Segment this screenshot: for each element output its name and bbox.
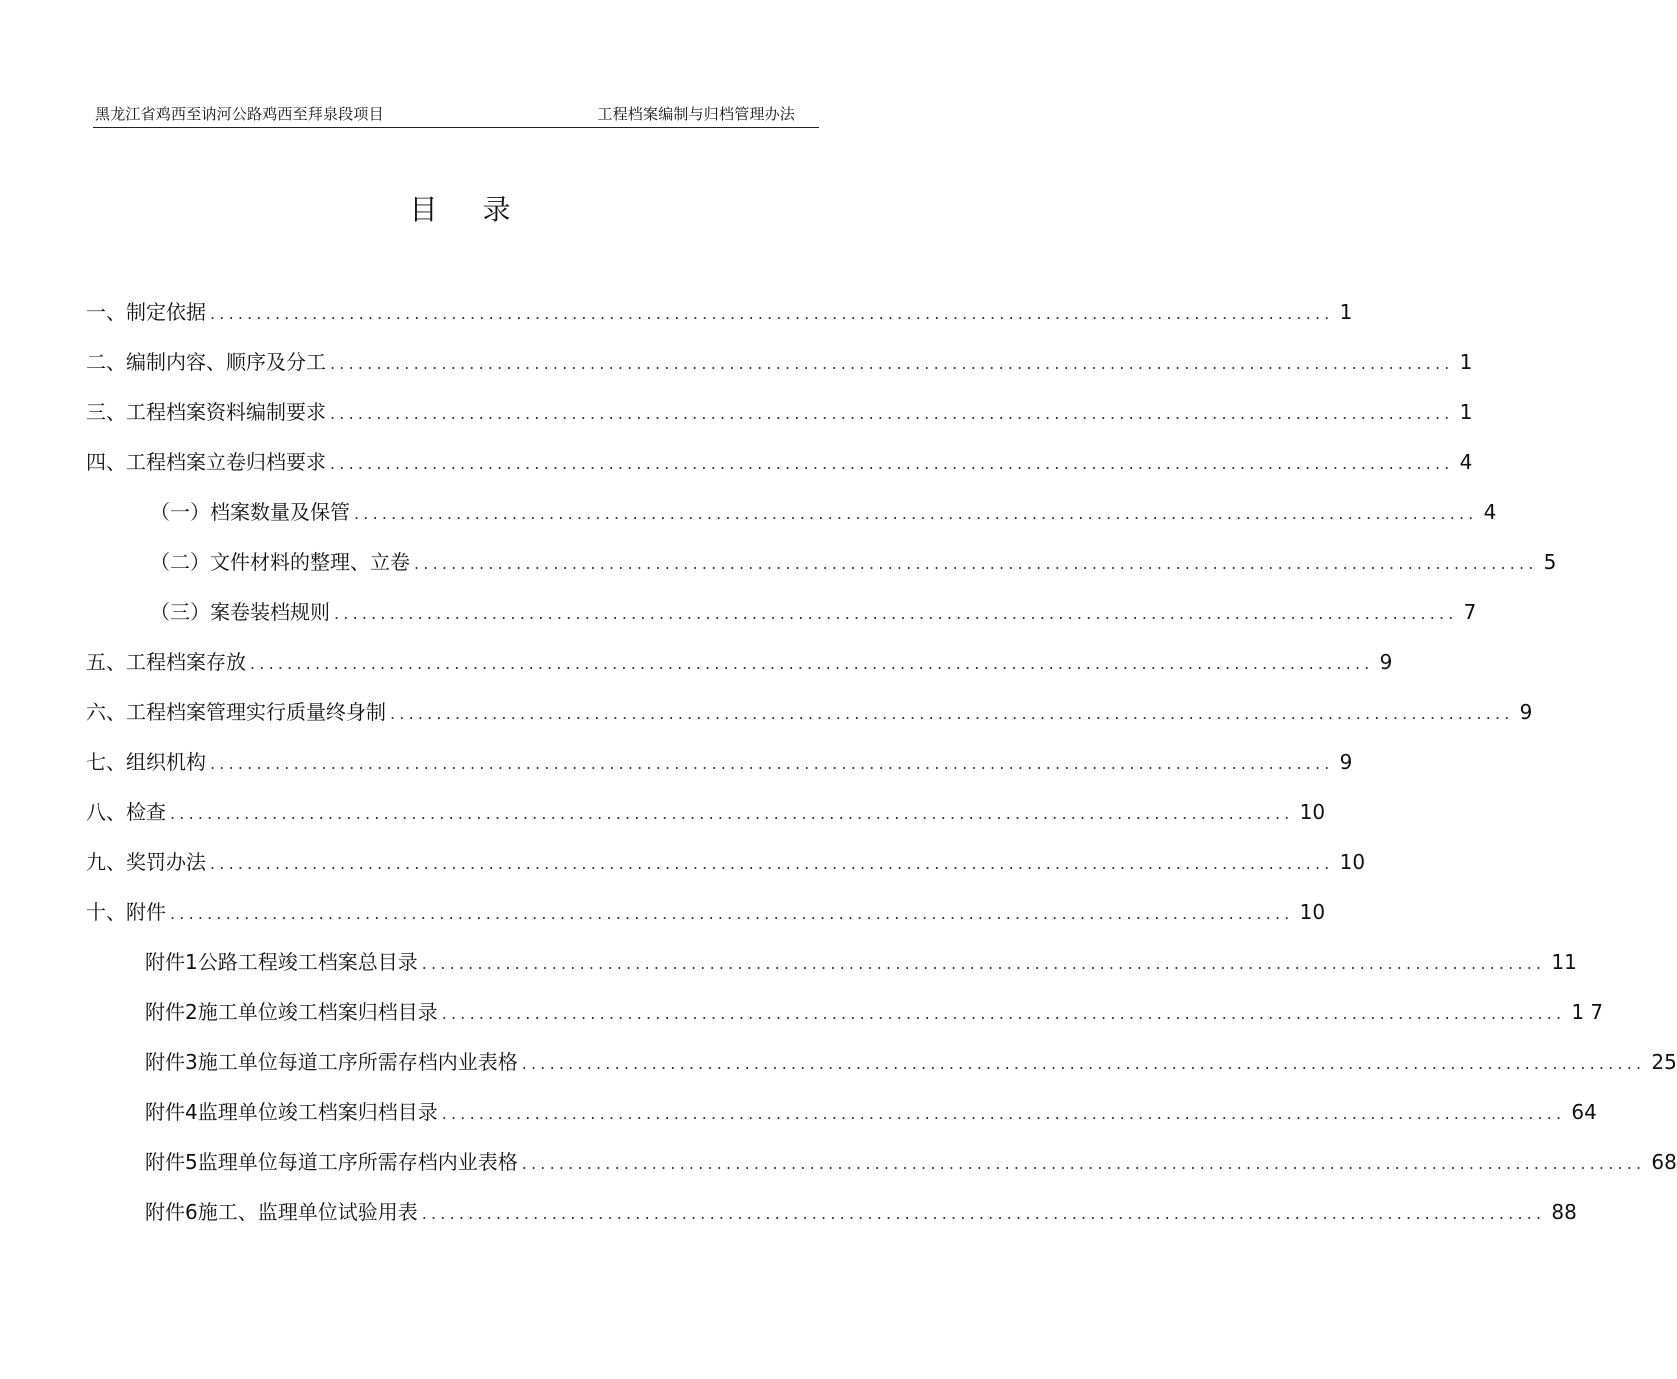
toc-entry-label: 九、奖罚办法 [86, 850, 206, 874]
toc-entry-page: 1 [1459, 350, 1473, 374]
toc-entry-label: 三、工程档案资料编制要求 [86, 400, 326, 424]
toc-entry-page: 68 [1651, 1150, 1677, 1174]
toc-entry-label: 附件3施工单位每道工序所需存档内业表格 [145, 1050, 518, 1074]
dot-leader: ......................................................................................................................... [521, 1154, 1646, 1173]
toc-entry[interactable] [86, 296, 1353, 326]
toc-entry-page: 9 [1339, 750, 1353, 774]
toc-entry-page: 4 [1483, 500, 1497, 524]
dot-leader: ......................................................................................................................... [330, 354, 1454, 373]
toc-entry-label: 一、制定依据 [86, 300, 206, 324]
toc-entry-label: 附件2施工单位竣工档案归档目录 [145, 1000, 438, 1024]
toc-entry-page: 25 [1651, 1050, 1677, 1074]
toc-entry-page: 10 [1299, 800, 1326, 824]
toc-entry-label: 附件6施工、监理单位试验用表 [145, 1200, 418, 1224]
dot-leader: ......................................................................................................................... [390, 704, 1514, 723]
toc-entry[interactable] [86, 396, 1473, 426]
toc-entry-label: （一）档案数量及保管 [150, 500, 350, 524]
toc-entry-label: 八、检查 [86, 800, 166, 824]
toc-entry-page: 88 [1551, 1200, 1577, 1224]
dot-leader: ......................................................................................................................... [170, 904, 1294, 923]
dot-leader: ......................................................................................................................... [421, 1204, 1546, 1223]
toc-entry[interactable] [86, 646, 1393, 676]
dot-leader: ......................................................................................................................... [210, 854, 1334, 873]
toc-entry-page: 10 [1339, 850, 1366, 874]
dot-leader: ......................................................................................................................... [421, 954, 1546, 973]
toc-entry-page: 1 [1339, 300, 1353, 324]
toc-entry-page: 9 [1519, 700, 1533, 724]
dot-leader: ......................................................................................................................... [414, 554, 1538, 573]
toc-entry-page: 9 [1379, 650, 1393, 674]
toc-entry[interactable] [145, 1046, 1677, 1076]
toc-entry[interactable] [150, 546, 1557, 576]
dot-leader: ......................................................................................................................... [250, 654, 1374, 673]
toc-entry-label: 附件4监理单位竣工档案归档目录 [145, 1100, 438, 1124]
toc-entry[interactable] [145, 1146, 1677, 1176]
toc-entry-label: 附件5监理单位每道工序所需存档内业表格 [145, 1150, 518, 1174]
dot-leader: ......................................................................................................................... [441, 1004, 1566, 1023]
toc-entry-page: 10 [1299, 900, 1326, 924]
dot-leader: ......................................................................................................................... [170, 804, 1294, 823]
toc-entry-label: 四、工程档案立卷归档要求 [86, 450, 326, 474]
toc-entry-page: 4 [1459, 450, 1473, 474]
toc-entry[interactable] [86, 896, 1326, 926]
toc-entry[interactable] [145, 996, 1604, 1026]
toc-entry-page: 64 [1571, 1100, 1597, 1124]
page-title: 目 录 [409, 193, 529, 226]
toc-entry-label: 附件1公路工程竣工档案总目录 [145, 950, 418, 974]
toc-entry-label: 二、编制内容、顺序及分工 [86, 350, 326, 374]
toc-entry-page: 1 7 [1571, 1000, 1604, 1024]
toc-entry[interactable] [86, 446, 1473, 476]
dot-leader: ......................................................................................................................... [210, 754, 1334, 773]
toc-entry[interactable] [145, 946, 1577, 976]
toc-entry-page: 1 [1459, 400, 1473, 424]
header-project-name: 黑龙江省鸡西至讷河公路鸡西至拜泉段项目 [95, 105, 384, 123]
toc-entry-label: 七、组织机构 [86, 750, 206, 774]
toc-entry-label: 六、工程档案管理实行质量终身制 [86, 700, 386, 724]
toc-entry[interactable] [145, 1096, 1597, 1126]
dot-leader: ......................................................................................................................... [334, 604, 1458, 623]
toc-entry[interactable] [150, 496, 1497, 526]
dot-leader: ......................................................................................................................... [354, 504, 1478, 523]
dot-leader: ......................................................................................................................... [521, 1054, 1646, 1073]
dot-leader: ......................................................................................................................... [441, 1104, 1566, 1123]
toc-entry-label: 五、工程档案存放 [86, 650, 246, 674]
toc-entry-label: （三）案卷装档规则 [150, 600, 330, 624]
toc-entry-page: 7 [1463, 600, 1477, 624]
toc-entry-page: 5 [1543, 550, 1557, 574]
toc-entry[interactable] [150, 596, 1477, 626]
header-document-title: 工程档案编制与归档管理办法 [597, 105, 795, 123]
dot-leader: ......................................................................................................................... [330, 404, 1454, 423]
toc-entry[interactable] [86, 696, 1533, 726]
toc-entry-page: 11 [1551, 950, 1577, 974]
dot-leader: ......................................................................................................................... [210, 304, 1334, 323]
toc-entry[interactable] [86, 846, 1366, 876]
toc-entry-label: （二）文件材料的整理、立卷 [150, 550, 410, 574]
toc-entry[interactable] [145, 1196, 1577, 1226]
toc-entry[interactable] [86, 746, 1353, 776]
toc-entry[interactable] [86, 346, 1473, 376]
toc-entry[interactable] [86, 796, 1326, 826]
toc-entry-label: 十、附件 [86, 900, 166, 924]
dot-leader: ......................................................................................................................... [330, 454, 1454, 473]
